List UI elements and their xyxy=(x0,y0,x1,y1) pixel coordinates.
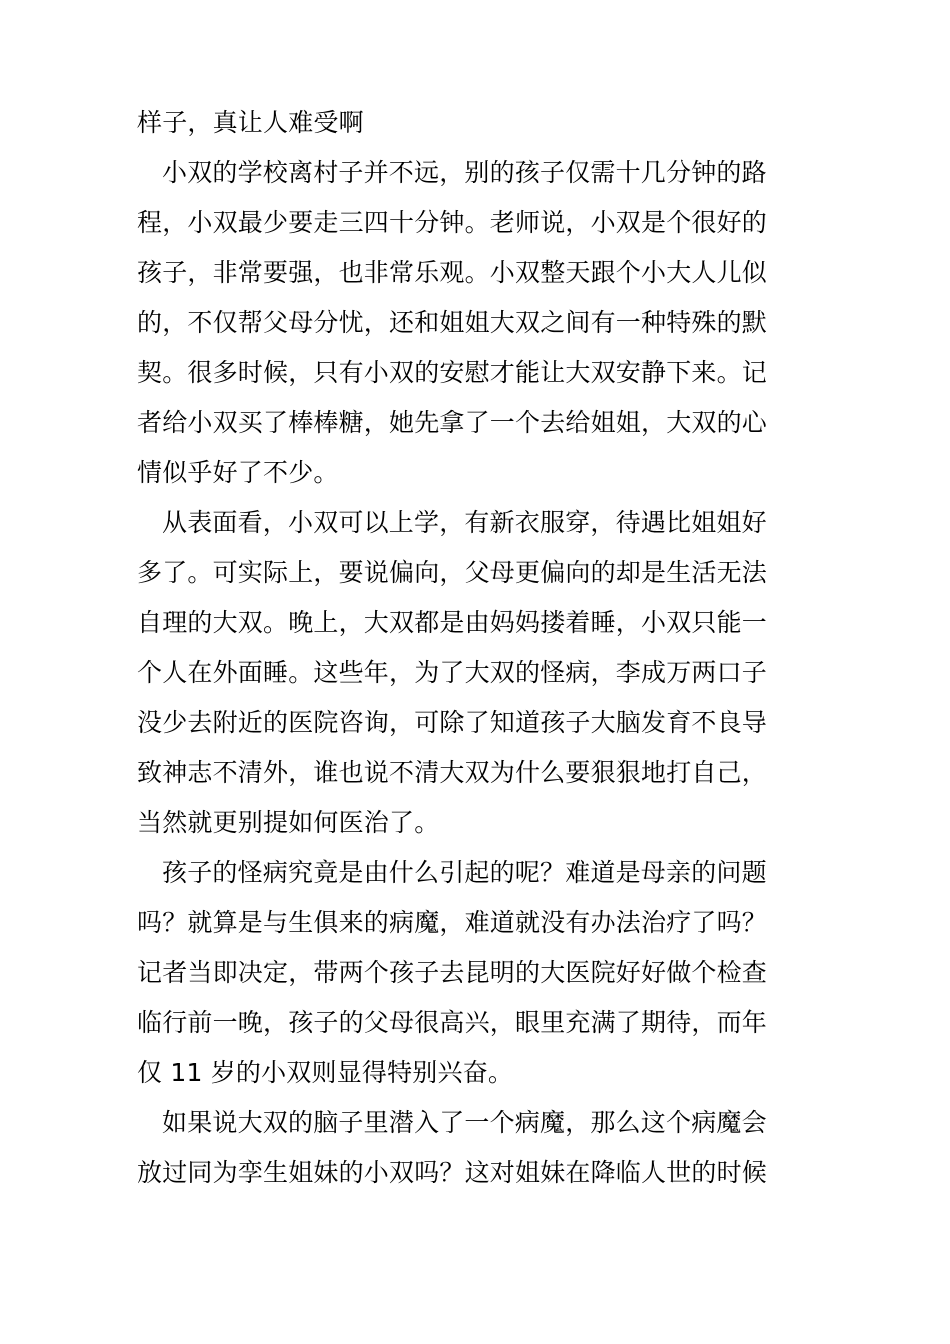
text-line: 当然就更别提如何医治了。 xyxy=(137,808,440,837)
text-line: 没少去附近的医院咨询，可除了知道孩子大脑发育不良导 xyxy=(137,708,768,737)
text-line: 程，小双最少要走三四十分钟。老师说，小双是个很好的 xyxy=(137,208,768,237)
text-line: 情似乎好了不少。 xyxy=(137,458,339,487)
text-line: 致神志不清外，谁也说不清大双为什么要狠狠地打自己， xyxy=(137,758,768,787)
text-line: 孩子，非常要强，也非常乐观。小双整天跟个小大人儿似 xyxy=(137,258,768,287)
text-line: 契。很多时候，只有小双的安慰才能让大双安静下来。记 xyxy=(137,358,768,387)
paragraph-first-line: 孩子的怪病究竟是由什么引起的呢？难道是母亲的问题 xyxy=(162,858,767,887)
paragraph-first-line: 小双的学校离村子并不远，别的孩子仅需十几分钟的路 xyxy=(162,158,767,187)
text-line: 吗？就算是与生俱来的病魔，难道就没有办法治疗了吗？ xyxy=(137,908,768,937)
text-line: 临行前一晚，孩子的父母很高兴，眼里充满了期待，而年 xyxy=(137,1008,768,1037)
text-line: 放过同为孪生姐妹的小双吗？这对姐妹在降临人世的时候 xyxy=(137,1158,768,1187)
text-line: 自理的大双。晚上，大双都是由妈妈搂着睡，小双只能一 xyxy=(137,608,768,637)
text-line: 仅 11 岁的小双则显得特别兴奋。 xyxy=(137,1058,514,1087)
text-line: 个人在外面睡。这些年，为了大双的怪病，李成万两口子 xyxy=(137,658,768,687)
text-line: 样子，真让人难受啊 xyxy=(137,108,364,137)
text-line: 多了。可实际上，要说偏向，父母更偏向的却是生活无法 xyxy=(137,558,768,587)
text-line: 的，不仅帮父母分忧，还和姐姐大双之间有一种特殊的默 xyxy=(137,308,768,337)
text-line: 记者当即决定，带两个孩子去昆明的大医院好好做个检查 xyxy=(137,958,768,987)
paragraph-first-line: 如果说大双的脑子里潜入了一个病魔，那么这个病魔会 xyxy=(162,1108,767,1137)
paragraph-first-line: 从表面看，小双可以上学，有新衣服穿，待遇比姐姐好 xyxy=(162,508,767,537)
text-line: 者给小双买了棒棒糖，她先拿了一个去给姐姐，大双的心 xyxy=(137,408,768,437)
